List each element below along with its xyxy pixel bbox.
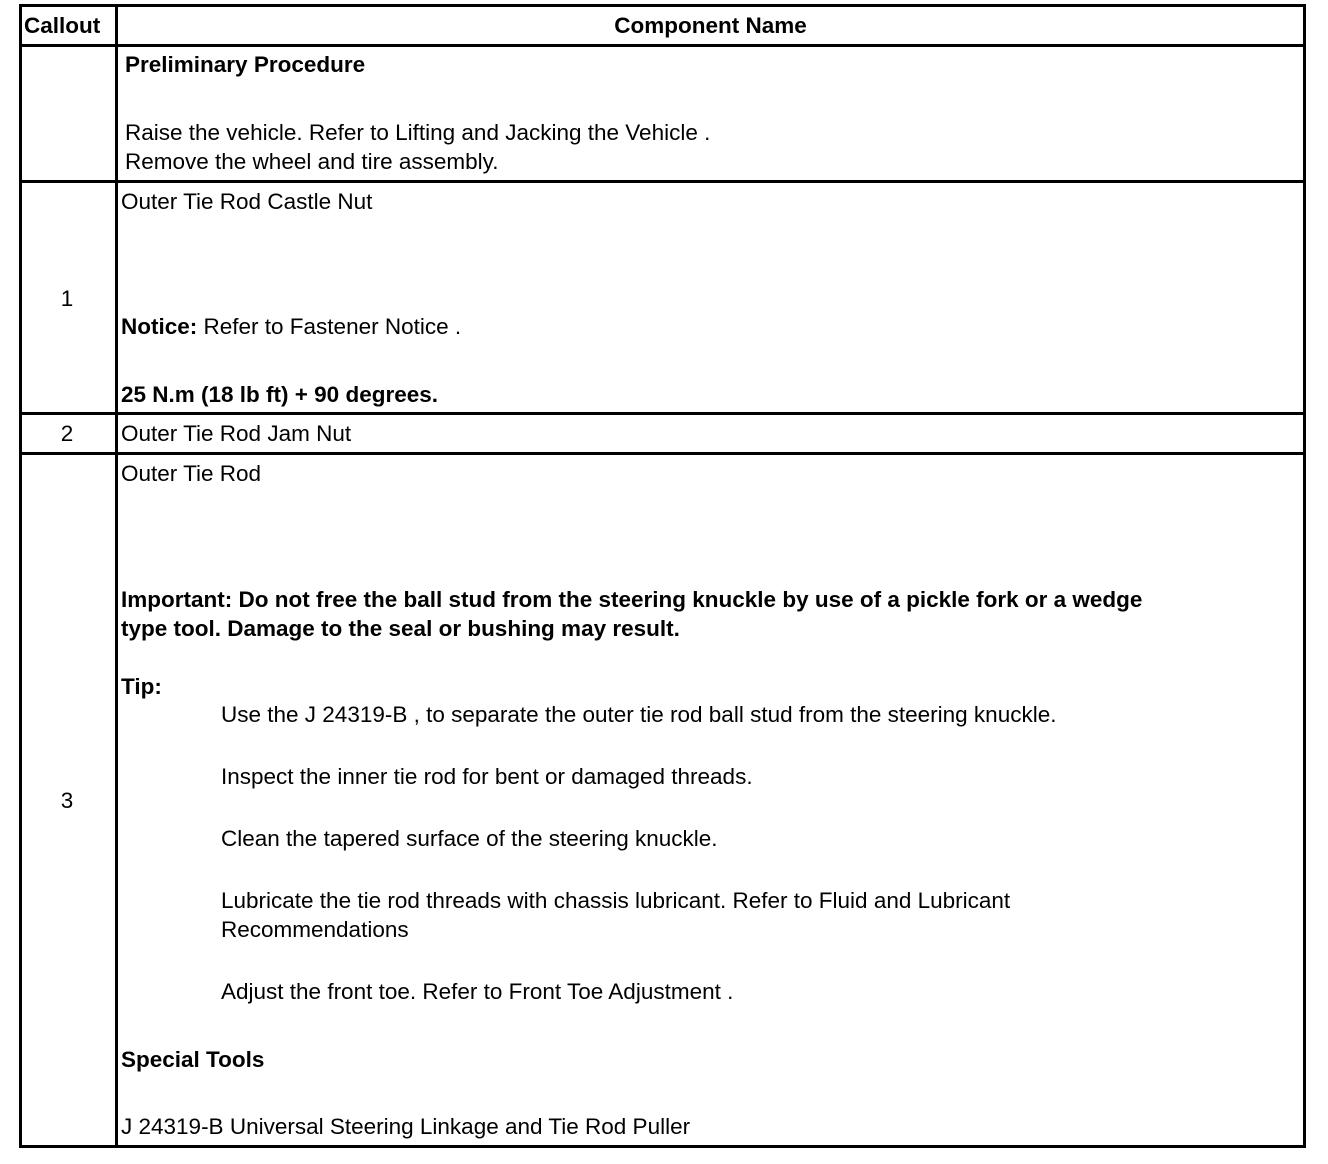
component-name: Outer Tie Rod Castle Nut (121, 189, 373, 214)
table-border-right (1303, 4, 1306, 1148)
notice (121, 312, 461, 341)
header-component-name: Component Name (614, 13, 807, 38)
tip-item: Inspect the inner tie rod for bent or damaged threads. (221, 764, 753, 789)
header-divider (19, 44, 1306, 47)
callout-number: 3 (60, 788, 74, 813)
tip-item: Lubricate the tie rod threads with chassis lubricant. Refer to Fluid and Lubricant (221, 888, 1011, 913)
torque-spec: 25 N.m (18 lb ft) + 90 degrees. (121, 382, 438, 407)
header-callout: Callout (24, 13, 101, 38)
tip-label: Tip: (121, 674, 162, 699)
component-name: Outer Tie Rod Jam Nut (121, 421, 352, 446)
tip-item: Use the J 24319-B , to separate the outer tie rod ball stud from the steering knuckle. (221, 702, 1057, 727)
table-border-bottom (19, 1145, 1306, 1148)
special-tools-heading: Special Tools (121, 1047, 265, 1072)
important-note: type tool. Damage to the seal or bushing may result. (121, 616, 680, 641)
component-table (19, 4, 1306, 1148)
component-name: Outer Tie Rod (121, 461, 262, 486)
preliminary-step: Remove the wheel and tire assembly. (125, 149, 499, 174)
callout-number: 1 (60, 286, 74, 311)
preliminary-heading: Preliminary Procedure (125, 52, 366, 77)
callout-number: 2 (60, 421, 74, 446)
notice-text: Refer to Fastener Notice . (197, 314, 462, 339)
table-border-left (19, 4, 22, 1148)
tip-item: Adjust the front toe. Refer to Front Toe Adjustment . (221, 979, 734, 1004)
important-note: Important: Do not free the ball stud from the steering knuckle by use of a pickle fork or a wedge (121, 587, 1143, 612)
row-divider (19, 180, 1306, 183)
row-divider (19, 452, 1306, 455)
tip-item: Clean the tapered surface of the steering knuckle. (221, 826, 718, 851)
special-tool-item: J 24319-B Universal Steering Linkage and Tie Rod Puller (121, 1114, 691, 1139)
table-border-top (19, 4, 1306, 7)
column-divider (115, 4, 118, 1148)
notice-label: Notice: (121, 314, 198, 339)
row-divider (19, 412, 1306, 415)
preliminary-step: Raise the vehicle. Refer to Lifting and Jacking the Vehicle . (125, 120, 711, 145)
tip-item: Recommendations (221, 917, 409, 942)
